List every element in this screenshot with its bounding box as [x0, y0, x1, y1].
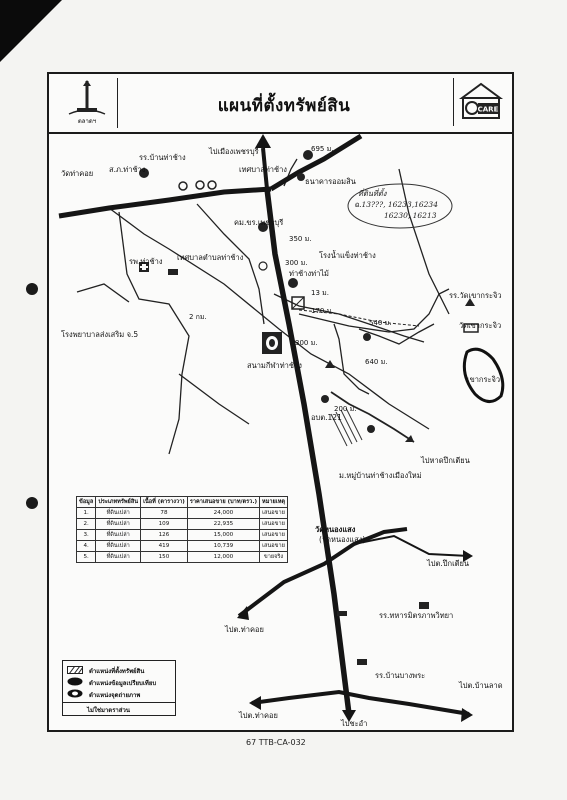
local-road-west [77, 284, 129, 302]
label-wat-thalong: วัดท่าคอย [61, 169, 94, 178]
property-marker-3-icon [288, 278, 298, 288]
table-header: ประเภททรัพย์สิน [96, 497, 141, 508]
black-oval-icon [67, 677, 83, 686]
table-header: เนื้อที่ (ตารางวา) [141, 497, 188, 508]
dist-350: 350 ม. [289, 235, 312, 243]
label-school-mittraphap: รร.ทหารมิตรภาพวิทยา [379, 611, 454, 620]
table-row: 5. ที่ดินเปล่า 150 12,000 ขายจริง [77, 552, 288, 563]
legend-footer: ไม่ใช่มาตราส่วน [63, 702, 175, 715]
comparison-table [76, 496, 288, 563]
label-tambon-office: เทศบาลตำบลท่าช้าง [177, 253, 244, 262]
local-road-centre [274, 294, 424, 342]
map-title: แผนที่ตั้งทรัพย์สิน [217, 96, 351, 116]
dist-200: 200 ม. [334, 405, 357, 413]
note-line-2: ฉ.13???, 16233,16234 [354, 200, 438, 209]
table-row: 1. ที่ดินเปล่า 78 24,000 เสนอขาย [77, 508, 288, 519]
map-frame [47, 72, 514, 732]
dist-300a: 300 ม. [285, 259, 308, 267]
page-corner-fold [0, 0, 62, 62]
label-village-new: ม.หมู่บ้านท่าช้างเมืองใหม่ [339, 471, 422, 480]
table-row: 2. ที่ดินเปล่า 109 22,935 เสนอขาย [77, 519, 288, 530]
label-ice-factory: โรงน้ำแข็งท่าช้าง [319, 251, 376, 260]
label-to-wat-tha-khoi: ไปต.ท่าคอย [225, 625, 264, 634]
table-header: ราคาเสนอขาย (บาท/ตรว.) [187, 497, 259, 508]
punch-hole-bottom [26, 497, 38, 509]
dist-640: 640 ม. [365, 358, 388, 366]
table-row: 3. ที่ดินเปล่า 126 15,000 เสนอขาย [77, 530, 288, 541]
label-municipality: เทศบาลท่าช้าง [239, 165, 287, 174]
property-marker-4-icon [321, 395, 329, 403]
arrow-north-icon [255, 134, 271, 148]
note-line-1: ที่ดินที่ตั้ง [358, 189, 387, 198]
temple-icon [325, 360, 335, 368]
punch-hole-top [26, 283, 38, 295]
table-row: 4. ที่ดินเปล่า 419 10,739 เสนอขาย [77, 541, 288, 552]
school-icon [357, 659, 367, 665]
dist-13: 13 ม. [311, 289, 329, 297]
label-hospital: รพ.ท่าช้าง [129, 257, 163, 266]
label-school-ban-bang-pra: รร.บ้านบางพระ [375, 671, 426, 680]
camera-point-icon [67, 689, 83, 698]
handwritten-note [346, 182, 454, 230]
dist-170: 170 ม. [311, 307, 334, 315]
label-to-mueang-phetchaburi: ไปเมืองเพชรบุรี [209, 147, 259, 156]
dist-540: 540 ม. [369, 319, 392, 327]
label-pier: ท่าช้างท่าไม้ [289, 269, 329, 278]
label-to-hat-puek-tian: ไปหาดปึกเตียน [421, 456, 470, 465]
hatched-box-icon [67, 666, 83, 674]
arrow-tha-khoi-icon [237, 606, 249, 620]
label-phetchaburi-office: คม.ขร.เพชรบุรี [234, 218, 284, 227]
label-school-banthachang: รร.บ้านท่าช้าง [139, 153, 186, 162]
road-to-hat-puek-tian [331, 392, 414, 442]
highway-main [267, 189, 349, 714]
label-stadium: สนามกีฬาท่าช้าง [247, 361, 302, 370]
label-bank: ธนาคารออมสิน [305, 177, 356, 186]
label-wat-khao-krachiu-2: วัดเขากระจิว [459, 321, 502, 330]
arrow-ban-lat-icon [461, 708, 473, 722]
road-south-east-west [252, 692, 469, 714]
label-khao-krachiu: เขากระจิว [467, 375, 501, 384]
arrow-tha-khoi-2-icon [249, 696, 261, 710]
property-marker-2-icon [363, 333, 371, 341]
dist-2km: 2 กม. [189, 313, 207, 321]
table-header: หมายเหตุ [260, 497, 288, 508]
dist-300b: 300 ม. [295, 339, 318, 347]
left-logo-text: ตลาดฯ [77, 118, 97, 125]
label-wat-nong-saeng: วัดหนองแสง [315, 525, 356, 534]
label-district-office: อบต.121 [311, 413, 342, 422]
dist-695: 695 ม. [311, 145, 334, 153]
local-road-mid [179, 374, 249, 424]
label-to-tha-khoi-2: ไปต.ท่าคอย [239, 711, 278, 720]
table-header: ข้อมูล [77, 497, 96, 508]
note-line-3: 16230, 16213 [384, 211, 437, 220]
label-wat-nong-saeng-sub: (วัดหนองแสง) [319, 535, 366, 544]
label-to-puek-tian: ไปต.ปึกเตียน [427, 559, 470, 568]
highway-west [59, 189, 271, 216]
label-police: ส.ภ.ท่าช้าง [109, 165, 146, 174]
label-to-cha-am: ไปชะอำ [341, 719, 368, 728]
map-legend: ตำแหน่งที่ตั้งทรัพย์สิน ตำแหน่งข้อมูลเปรียบเทียบ ตำแหน่งจุดถ่ายภาพ ไม่ใช่มาตราส่วน [62, 660, 176, 716]
local-road-pier [334, 324, 369, 394]
right-logo-text: CARE [477, 105, 499, 114]
label-to-ban-lat: ไปต.บ้านลาด [459, 681, 503, 690]
document-code: 67 TTB-CA-032 [246, 738, 306, 747]
label-wat-khao-krachiu-1: รร.วัดเขากระจิว [449, 291, 502, 300]
label-hospital-sw: โรงพยาบาลส่งเสริม จ.5 [61, 330, 139, 339]
